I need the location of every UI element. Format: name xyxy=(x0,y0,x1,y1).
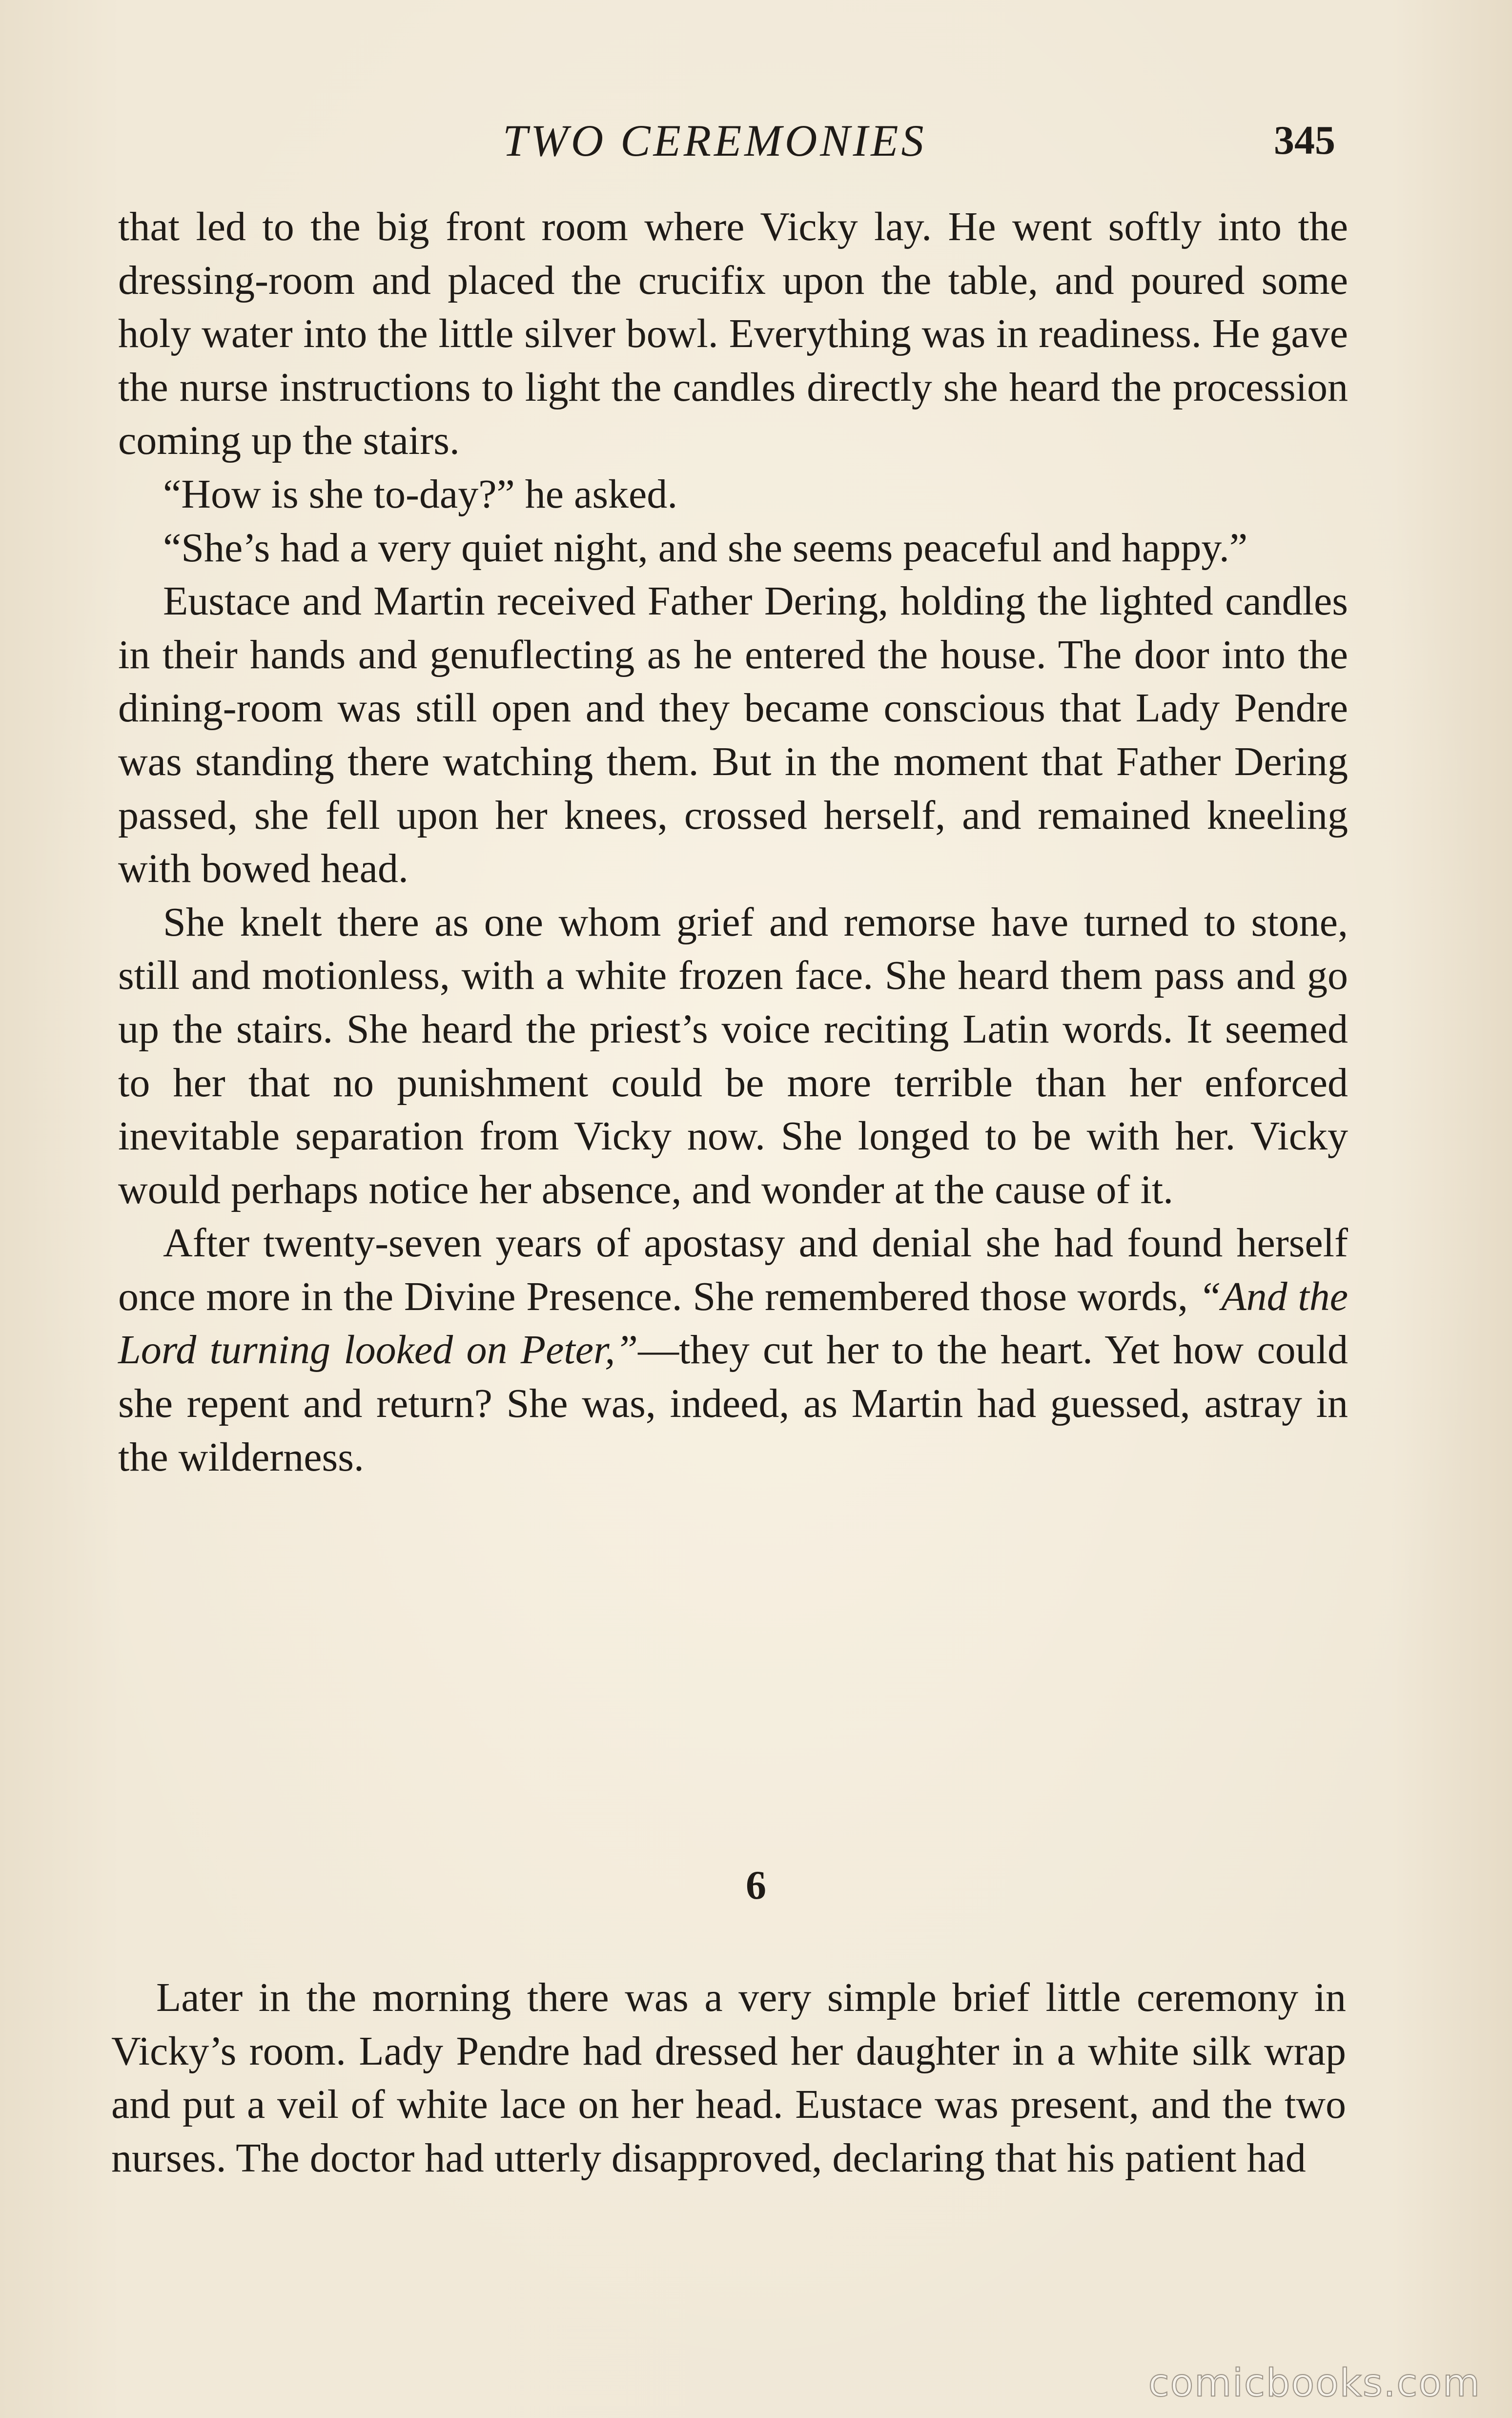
body-text xyxy=(118,200,1348,1484)
section-number: 6 xyxy=(746,1863,766,1908)
page-number: 345 xyxy=(1274,118,1335,163)
watermark: comicbooks.com xyxy=(1148,2361,1481,2405)
paragraph-apostasy xyxy=(118,1216,1348,1484)
paragraph-apostasy-end: —they cut her to the heart. Yet how could she repent and return? She was, indeed, as Martin had guessed, astray in the wilderness. xyxy=(118,1327,1348,1480)
paragraph-procession: Eustace and Martin received Father Dering, holding the lighted candles in their hands and genuflecting as he entered the house. The door into the dining-room was still open and they became conscious that Lady Pendre was standing there watching them. But in the moment that Father Dering passed, she fell upon her knees, crossed herself, and remained kneeling with bowed head. xyxy=(118,578,1348,892)
running-head xyxy=(0,111,1512,170)
paragraph-apostasy-start: After twenty-seven years of apostasy and denial she had found herself once more in the Divine Presence. She remembered those words, xyxy=(118,1220,1348,1319)
paragraph-dialogue-question: “How is she to-day?” he asked. xyxy=(163,471,678,517)
section-6-text xyxy=(111,1971,1346,2185)
paragraph-dialogue-answer: “She’s had a very quiet night, and she seems peaceful and happy.” xyxy=(163,525,1248,571)
scripture-quote: “And the Lord turning looked on Peter,” xyxy=(118,1273,1349,1373)
running-title: TWO CEREMONIES xyxy=(503,116,927,165)
paragraph-ceremony: Later in the morning there was a very simple brief little ceremony in Vicky’s room. Lady Pendre had dressed her daughter in a white silk wrap and put a veil of white lace on her head. Eustace was present, and the two nurses. The doctor had utterly disapproved, declaring that his patient had xyxy=(111,1975,1346,2181)
paragraph-lady-pendre-kneeling: She knelt there as one whom grief and remorse have turned to stone, still and motionless, with a white frozen face. She heard them pass and go up the stairs. She heard the priest’s voice reciting Latin words. It seemed to her that no punishment could be more terrible than her enforced inevitable separation from Vicky now. She longed to be with her. Vicky would perhaps notice her absence, and wonder at the cause of it. xyxy=(118,899,1348,1212)
paragraph-continuation: that led to the big front room where Vicky lay. He went softly into the dressing-room and placed the crucifix upon the table, and poured some holy water into the little silver bowl. Everything was in readiness. He gave the nurse instructions to light the candles directly she heard the procession coming up the stairs. xyxy=(118,204,1348,464)
